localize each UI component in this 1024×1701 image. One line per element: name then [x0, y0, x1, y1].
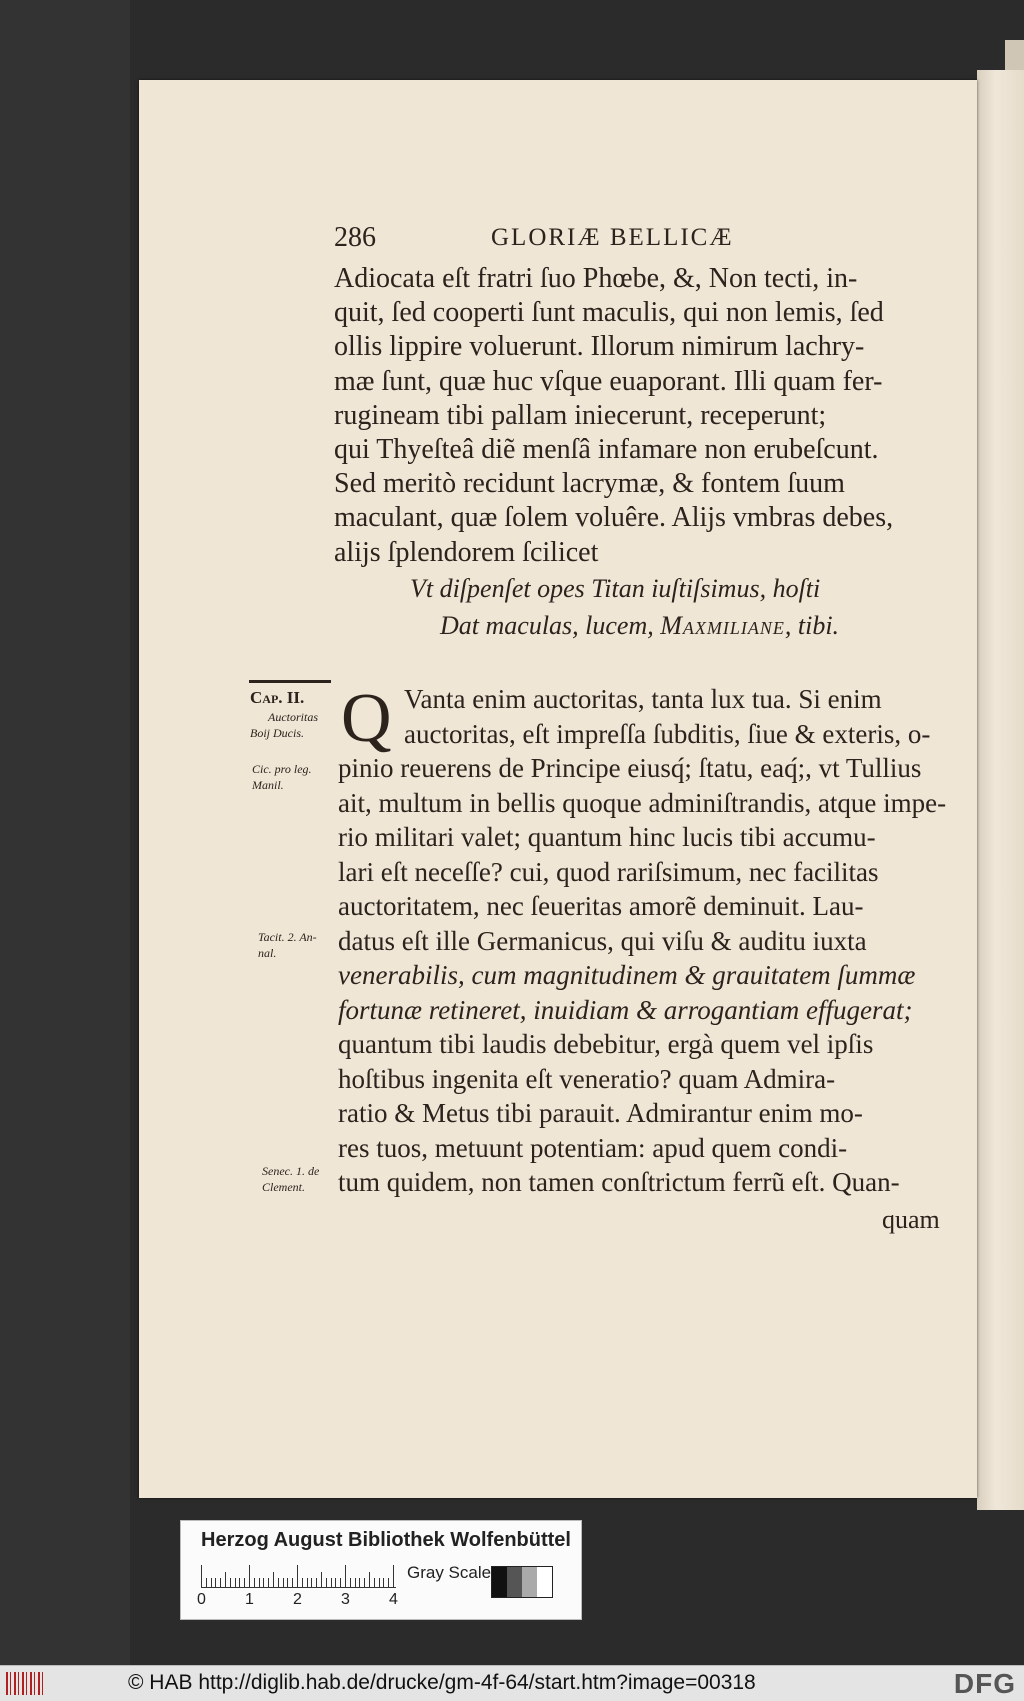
ruler-number: 0: [197, 1591, 206, 1608]
ruler-number: 1: [245, 1591, 254, 1608]
ruler-tick: [244, 1578, 245, 1587]
ruler-tick: [206, 1578, 207, 1587]
margin-note: Boij Ducis.: [250, 726, 304, 740]
text-line: alijs ſplendorem ſcilicet: [334, 536, 599, 568]
ruler-tick: [383, 1578, 384, 1587]
ruler-tick: [283, 1578, 284, 1587]
running-head: [334, 222, 934, 256]
text-line: lari eſt neceſſe? cui, quod rariſsimum, nec facilitas: [338, 856, 879, 887]
footer-url[interactable]: © HAB http://diglib.hab.de/drucke/gm-4f-64/start.htm?image=00318: [128, 1671, 756, 1694]
text-line: Adiocata eſt fratri ſuo Phœbe, &, Non tecti, in-: [334, 263, 858, 294]
ruler-tick: [287, 1578, 288, 1587]
ruler-tick: [359, 1578, 360, 1587]
text-line: ait, multum in bellis quoque adminiſtrandis, atque impe-: [338, 787, 947, 818]
ruler-tick: [311, 1578, 312, 1587]
ruler-tick: [355, 1578, 356, 1587]
gray-swatch-white: [537, 1567, 552, 1597]
ruler-tick: [249, 1565, 250, 1587]
ruler-tick: [302, 1578, 303, 1587]
barcode-icon: [6, 1672, 46, 1695]
ruler-tick: [259, 1578, 260, 1587]
ruler-tick: [340, 1578, 341, 1587]
text-line: hoſtibus ingenita eſt veneratio? quam Admira-: [338, 1063, 836, 1094]
gray-swatch-light: [522, 1567, 537, 1597]
ruler-tick: [278, 1578, 279, 1587]
ruler-tick: [307, 1578, 308, 1587]
text-line: res tuos, metuunt potentiam: apud quem condi-: [338, 1132, 848, 1163]
ruler-tick: [331, 1578, 332, 1587]
text-line: datus eſt ille Germanicus, qui viſu & auditu iuxta: [338, 925, 867, 956]
gray-swatch-dark: [507, 1567, 522, 1597]
ruler-tick: [230, 1578, 231, 1587]
ruler-tick: [201, 1565, 202, 1587]
ruler-number: 3: [341, 1591, 350, 1608]
catchword: quam: [882, 1205, 940, 1234]
text-line: qui Thyeſteâ diẽ menſâ infamare non erubeſcunt.: [334, 433, 879, 465]
drop-cap: Q: [341, 680, 392, 757]
text-line: Sed meritò recidunt lacrymæ, & fontem ſuum: [334, 468, 845, 500]
ruler-tick: [374, 1578, 375, 1587]
library-name: Herzog August Bibliothek Wolfenbüttel: [201, 1529, 571, 1551]
ruler-tick: [215, 1578, 216, 1587]
ruler-number: 4: [389, 1591, 398, 1608]
ruler-tick: [268, 1578, 269, 1587]
gray-swatch-black: [492, 1567, 507, 1597]
ruler-tick: [220, 1578, 221, 1587]
text-line: auctoritas, eſt impreſſa ſubditis, ſiue & exteris, o-: [404, 718, 931, 749]
ruler-number: 2: [293, 1591, 302, 1608]
text-line: fortunæ retineret, inuidiam & arrogantiam effugerat;: [338, 994, 913, 1025]
text-line: maculant, quæ ſolem voluêre. Alijs vmbras debes,: [334, 502, 894, 534]
text-line: Vanta enim auctoritas, tanta lux tua. Si enim: [404, 684, 882, 714]
verse-line-2-suffix: , tibi.: [784, 611, 840, 640]
ruler-tick: [364, 1578, 365, 1587]
ruler-tick: [335, 1578, 336, 1587]
ruler-tick: [345, 1565, 346, 1587]
ruler-tick: [225, 1572, 226, 1587]
gray-scale-label: Gray Scale: [407, 1563, 492, 1582]
page-number: 286: [334, 222, 376, 253]
text-line: auctoritatem, nec ſeueritas amorẽ deminuit. Lau-: [338, 891, 864, 921]
footer-bar: [0, 1665, 1024, 1701]
margin-note: Clement.: [262, 1180, 305, 1194]
ruler-tick: [292, 1578, 293, 1587]
ruler-tick: [326, 1578, 327, 1587]
ruler-tick: [379, 1578, 380, 1587]
page-edge: [977, 70, 1024, 1510]
ruler-tick: [254, 1578, 255, 1587]
ruler-tick: [235, 1578, 236, 1587]
text-line: rio militari valet; quantum hinc lucis tibi accumu-: [338, 822, 876, 852]
text-line: ratio & Metus tibi parauit. Admirantur enim mo-: [338, 1098, 863, 1128]
ruler-tick: [393, 1565, 394, 1587]
text-line: rugineam tibi pallam iniecerunt, receperunt;: [334, 399, 827, 431]
text-line: mæ ſunt, quæ huc vſque euaporant. Illi quam fer-: [334, 365, 883, 397]
text-line: ollis lippire voluerunt. Illorum nimirum lachry-: [334, 331, 865, 363]
ruler-tick: [321, 1572, 322, 1587]
paragraph-2: [338, 682, 947, 1200]
margin-note: Tacit. 2. An-: [258, 930, 317, 944]
verse-line-2: [410, 607, 930, 644]
chapter-rule: [249, 680, 331, 683]
ruler-tick: [297, 1565, 298, 1587]
ruler-tick: [350, 1578, 351, 1587]
ruler: [201, 1565, 396, 1588]
paragraph-1: [334, 262, 934, 570]
verse-name: Maxmiliane: [660, 611, 785, 640]
text-line: venerabilis, cum magnitudinem & grauitatem ſummæ: [338, 960, 916, 990]
margin-note: nal.: [258, 946, 277, 960]
ruler-tick: [316, 1578, 317, 1587]
verse-line-1: Vt diſpenſet opes Titan iuſtiſsimus, hoſti: [410, 574, 821, 603]
margin-note: Cic. pro leg.: [252, 762, 312, 776]
background-left: [0, 0, 130, 1665]
margin-note: Manil.: [252, 778, 284, 792]
color-scale-card: [180, 1520, 582, 1620]
ruler-tick: [388, 1578, 389, 1587]
ruler-tick: [239, 1578, 240, 1587]
ruler-tick: [273, 1572, 274, 1587]
ruler-tick: [263, 1578, 264, 1587]
text-line: tum quidem, non tamen conſtrictum ferrũ eſt. Quan-: [338, 1167, 900, 1197]
text-line: quit, ſed cooperti ſunt maculis, qui non lemis, ſed: [334, 297, 884, 329]
margin-chapter: Cap. II.: [250, 688, 305, 707]
ruler-tick: [369, 1572, 370, 1587]
margin-note: Senec. 1. de: [262, 1164, 320, 1178]
text-line: pinio reuerens de Principe eiusq́; ſtatu, eaq́;, vt Tullius: [338, 753, 922, 783]
verse-line-2-prefix: Dat maculas, lucem,: [440, 611, 661, 640]
running-title: GLORIÆ BELLICÆ: [491, 224, 734, 251]
dfg-logo: DFG: [953, 1668, 1016, 1699]
text-line: quantum tibi laudis debebitur, ergà quem vel ipſis: [338, 1029, 874, 1059]
ruler-tick: [211, 1578, 212, 1587]
verse: [410, 570, 930, 644]
gray-scale-swatch: [491, 1566, 553, 1598]
margin-note: Auctoritas: [268, 710, 318, 724]
